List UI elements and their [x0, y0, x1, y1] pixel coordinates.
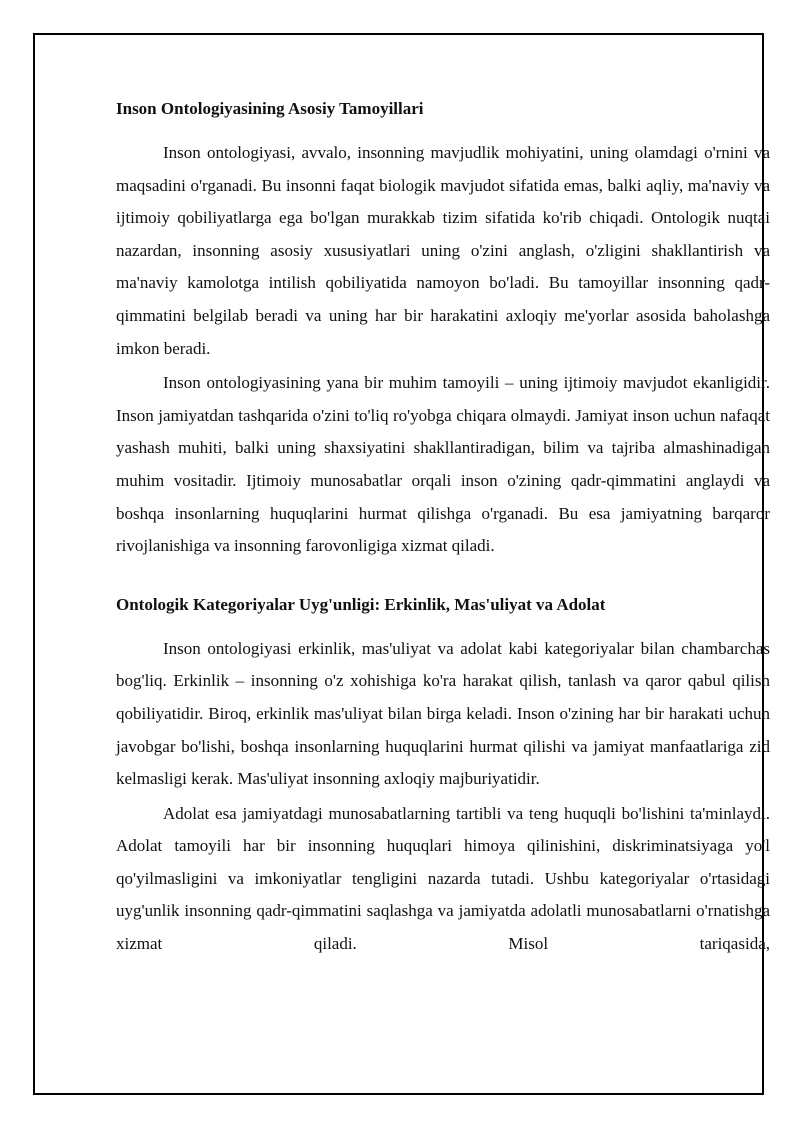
- paragraph: Inson ontologiyasi, avvalo, insonning mavjudlik mohiyatini, uning olamdagi o'rnini va maqsadini o'rganadi. Bu insonni faqat biologik mavjudot sifatida emas, balki aqliy, ma'naviy va ijtimoiy qobiliyatlarga ega bo'lgan murakkab tizim sifatida ko'rib chiqadi. Ontologik nuqtai nazardan, insonning asosiy xususiyatlari uning o'zini anglash, o'zligini shakllantirish va ma'naviy kamolotga intilish qobiliyatida namoyon bo'ladi. Bu tamoyillar insonning qadr-qimmatini belgilab beradi va uning har bir harakatini axloqiy me'yorlar asosida baholashga imkon beradi.: [116, 143, 770, 358]
- paragraph: Inson ontologiyasining yana bir muhim tamoyili – uning ijtimoiy mavjudot ekanligidir. Inson jamiyatdan tashqarida o'zini to'liq ro'yobga chiqara olmaydi. Jamiyat inson uchun nafaqat yashash muhiti, balki uning shaxsiyatini shakllantiradigan, bilim va tajriba almashinadigan muhim vositadir. Ijtimoiy munosabatlar orqali inson o'zining qadr-qimmatini anglaydi va boshqa insonlarning huquqlarini hurmat qilishga o'rganadi. Bu esa jamiyatning barqaror rivojlanishiga va insonning farovonligiga xizmat qiladi.: [116, 373, 770, 556]
- paragraph: Adolat esa jamiyatdagi munosabatlarning tartibli va teng huquqli bo'lishini ta'minlaydi. Adolat tamoyili har bir insonning huquqlari himoya qilinishini, diskriminatsiyaga yo'l qo'yilmasligini va imkoniyatlar tengligini nazarda tutadi. Ushbu kategoriyalar o'rtasidagi uyg'unlik insonning qadr-qimmatini saqlashga va jamiyatda adolatli munosabatlarni o'rnatishga xizmat qiladi. Misol tariqasida,: [116, 803, 770, 954]
- document-body: [116, 97, 770, 963]
- section-heading-principles: Inson Ontologiyasining Asosiy Tamoyillari: [116, 99, 424, 118]
- paragraph: Inson ontologiyasi erkinlik, mas'uliyat va adolat kabi kategoriyalar bilan chambarchas bog'liq. Erkinlik – insonning o'z xohishiga ko'ra harakat qilish, tanlash va qaror qabul qilish qobiliyatidir. Biroq, erkinlik mas'uliyat bilan birga keladi. Inson o'zining har bir harakati uchun javobgar bo'lishi, boshqa insonlarning huquqlarini hurmat qilishi va jamiyat manfaatlariga zid kelmasligi kerak. Mas'uliyat insonning axloqiy majburiyatidir.: [116, 638, 770, 789]
- section-heading-categories: Ontologik Kategoriyalar Uyg'unligi: Erkinlik, Mas'uliyat va Adolat: [116, 594, 606, 614]
